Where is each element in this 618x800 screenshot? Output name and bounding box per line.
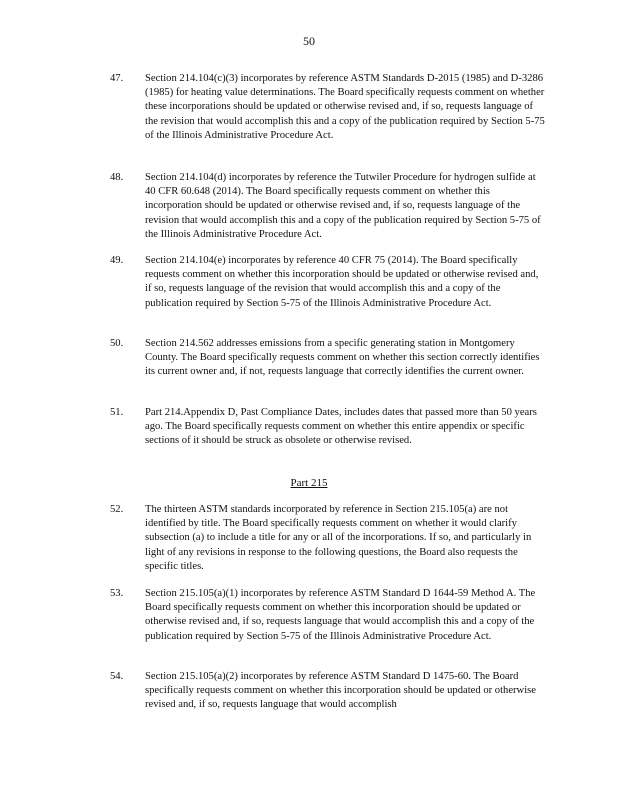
item-number: 49. bbox=[110, 255, 124, 266]
item-text: The thirteen ASTM standards incorporated by reference in Section 215.105(a) are not identified by title. The Board specifically requests comment on whether it would clarify subsection (a) to include a title for any or all of the incorporations. If so, and particularly in light of any revisions in response to the following questions, the Board also requests the specific titles. bbox=[145, 504, 532, 572]
item-number: 54. bbox=[110, 671, 124, 682]
section-heading-text: Part 215 bbox=[290, 477, 328, 489]
list-item bbox=[110, 72, 545, 143]
list-item bbox=[110, 406, 545, 449]
item-text: Section 215.105(a)(2) incorporates by reference ASTM Standard D 1475-60. The Board specifically requests comment on whether this incorporation should be updated or otherwise revised and, if so, requests language that would accomplish bbox=[145, 671, 536, 711]
list-item bbox=[110, 254, 545, 311]
item-number: 52. bbox=[110, 504, 124, 515]
list-item bbox=[110, 171, 545, 242]
item-text: Section 215.105(a)(1) incorporates by reference ASTM Standard D 1644-59 Method A. The Board specifically requests comment on whether this incorporation should be updated or otherwise revised and, if so, requests language that would accomplish this and a copy of the publication required by Section 5-75 of the Illinois Administrative Procedure Act. bbox=[145, 588, 536, 642]
list-item bbox=[110, 337, 545, 380]
item-text: Section 214.104(e) incorporates by reference 40 CFR 75 (2014). The Board specifically requests comment on whether this incorporation should be updated or otherwise revised and, if so, requests language of the revision that would accomplish this and a copy of the publication required by Section 5-75 of the Illinois Administrative Procedure Act. bbox=[145, 255, 539, 309]
item-text: Section 214.562 addresses emissions from a specific generating station in Montgomery County. The Board specifically requests comment on whether this section correctly identifies its current owner and, if not, requests language that correctly identifies the current owner. bbox=[145, 338, 540, 378]
item-number: 50. bbox=[110, 338, 124, 349]
section-heading bbox=[0, 476, 618, 490]
list-item bbox=[110, 587, 545, 644]
item-number: 47. bbox=[110, 73, 124, 84]
item-number: 51. bbox=[110, 407, 124, 418]
list-item bbox=[110, 670, 545, 713]
item-text: Part 214.Appendix D, Past Compliance Dates, includes dates that passed more than 50 years ago. The Board specifically requests comment on whether this entire appendix or specific sections of it should be struck as obsolete or otherwise revised. bbox=[145, 407, 537, 447]
page-number: 50 bbox=[303, 34, 315, 48]
item-text: Section 214.104(d) incorporates by reference the Tutwiler Procedure for hydrogen sulfide at 40 CFR 60.648 (2014). The Board specifically requests comment on whether this incorporation should be updated or otherwise revised and, if so, requests language of the revision that would accomplish this and a copy of the publication required by Section 5-75 of the Illinois Administrative Procedure Act. bbox=[145, 172, 541, 240]
list-item bbox=[110, 503, 545, 574]
item-number: 48. bbox=[110, 172, 124, 183]
item-number: 53. bbox=[110, 588, 124, 599]
item-text: Section 214.104(c)(3) incorporates by reference ASTM Standards D-2015 (1985) and D-3286 (1985) for heating value determinations. The Board specifically requests comment on whether these incorporations should be updated or otherwise revised and, if so, requests language of the revision that would accomplish this and a copy of the publication required by Section 5-75 of the Illinois Administrative Procedure Act. bbox=[145, 73, 545, 141]
